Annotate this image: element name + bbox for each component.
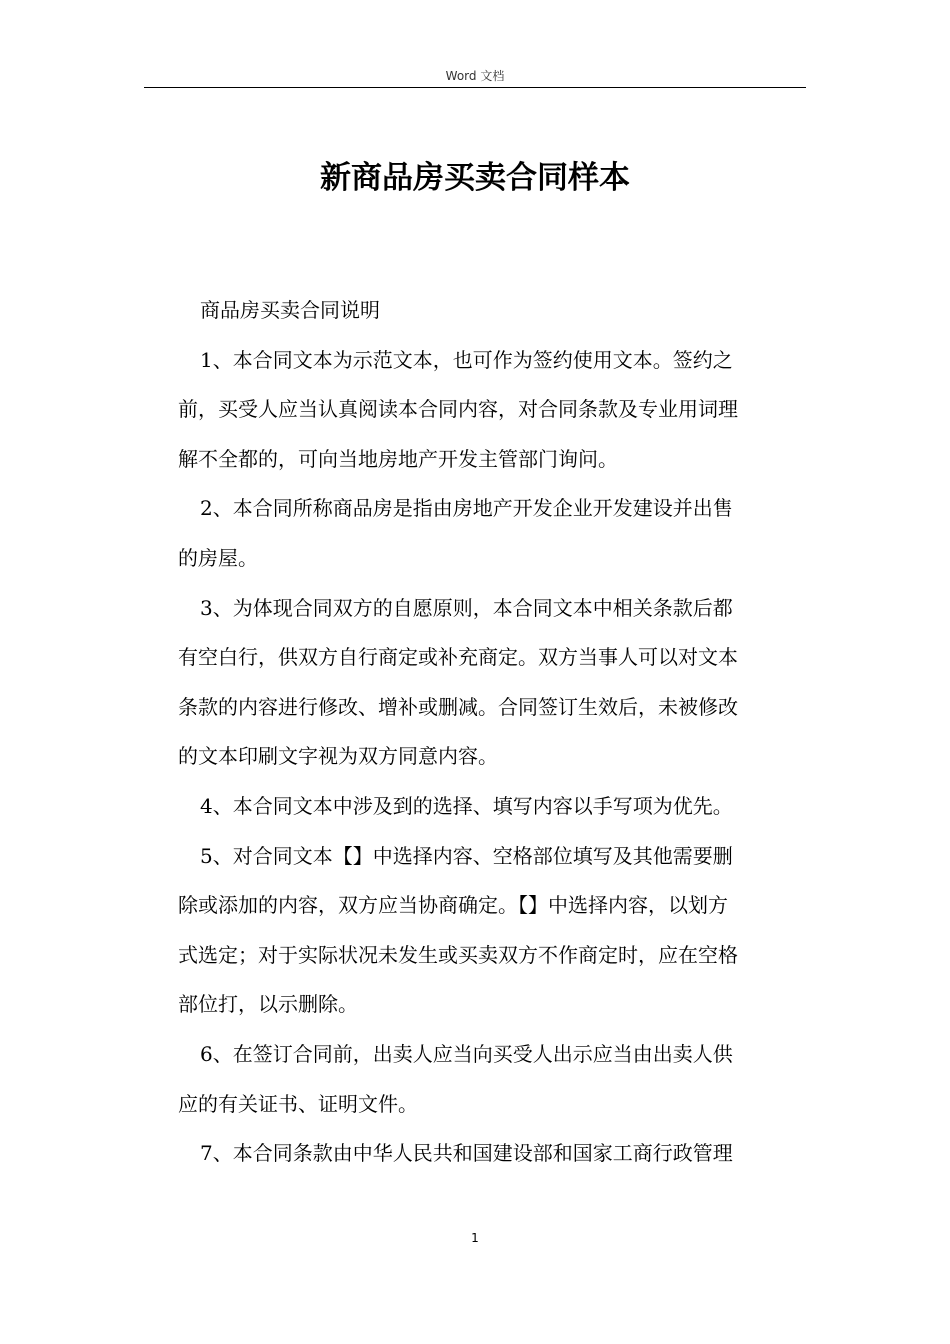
body-line: 2、本合同所称商品房是指由房地产开发企业开发建设并出售 bbox=[200, 496, 733, 521]
body-line: 3、为体现合同双方的自愿原则，本合同文本中相关条款后都 bbox=[200, 595, 733, 620]
body-line: 有空白行，供双方自行商定或补充商定。双方当事人可以对文本 bbox=[178, 645, 738, 670]
body-line: 1、本合同文本为示范文本，也可作为签约使用文本。签约之 bbox=[200, 347, 733, 372]
body-line: 式选定；对于实际状况未发生或买卖双方不作商定时，应在空格 bbox=[178, 942, 738, 967]
body-line: 条款的内容进行修改、增补或删减。合同签订生效后，未被修改 bbox=[178, 694, 738, 719]
body-line: 除或添加的内容，双方应当协商确定。【】中选择内容，以划方 bbox=[178, 893, 728, 918]
body-line: 4、本合同文本中涉及到的选择、填写内容以手写项为优先。 bbox=[200, 793, 733, 818]
body-line: 5、对合同文本【】中选择内容、空格部位填写及其他需要删 bbox=[200, 843, 733, 868]
body-line: 解不全都的，可向当地房地产开发主管部门询问。 bbox=[178, 446, 618, 471]
body-line: 的房屋。 bbox=[178, 545, 258, 570]
body-line: 7、本合同条款由中华人民共和国建设部和国家工商行政管理 bbox=[200, 1141, 733, 1166]
document-title: 新商品房买卖合同样本 bbox=[320, 160, 630, 196]
body-line: 应的有关证书、证明文件。 bbox=[178, 1091, 418, 1116]
document-body bbox=[178, 286, 806, 1179]
page-header: Word 文档 bbox=[445, 69, 505, 83]
page-number: 1 bbox=[471, 1231, 479, 1245]
header-divider bbox=[144, 87, 806, 88]
body-line: 部位打，以示删除。 bbox=[178, 992, 358, 1017]
body-line: 的文本印刷文字视为双方同意内容。 bbox=[178, 744, 498, 769]
body-line: 商品房买卖合同说明 bbox=[200, 298, 380, 322]
body-line: 6、在签订合同前，出卖人应当向买受人出示应当由出卖人供 bbox=[200, 1041, 733, 1066]
body-line: 前，买受人应当认真阅读本合同内容，对合同条款及专业用词理 bbox=[178, 397, 738, 422]
